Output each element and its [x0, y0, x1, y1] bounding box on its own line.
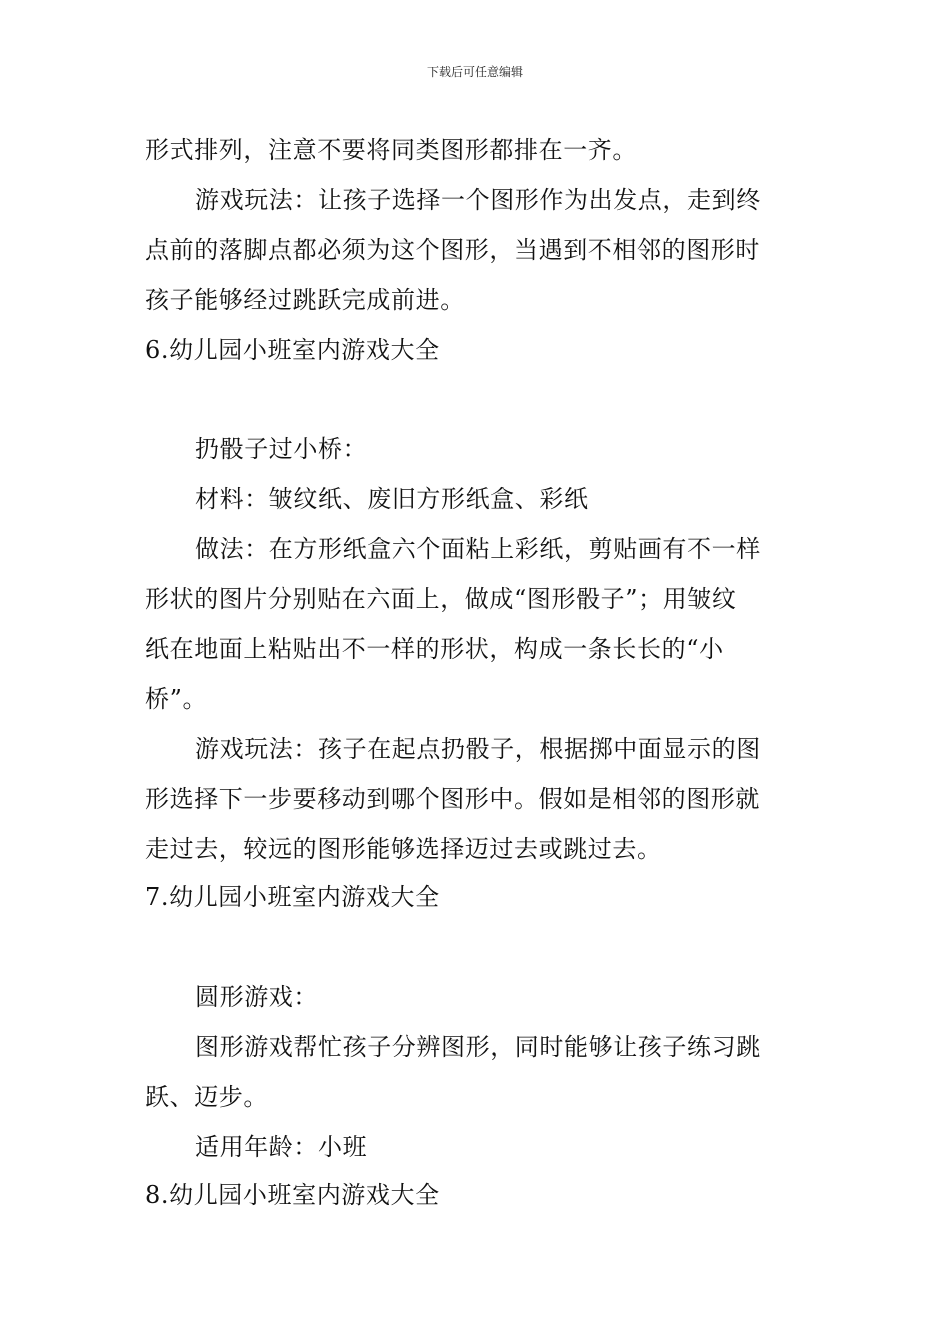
paragraph-line: 形式排列，注意不要将同类图形都排在一齐。 [145, 136, 637, 164]
paragraph-line: 图形游戏帮忙孩子分辨图形，同时能够让孩子练习跳 [195, 1033, 761, 1061]
paragraph-line: 形状的图片分别贴在六面上，做成“图形骰子”；用皱纹 [145, 585, 737, 613]
paragraph-line: 游戏玩法：孩子在起点扔骰子，根据掷中面显示的图 [195, 735, 761, 763]
paragraph-line: 适用年龄：小班 [195, 1133, 368, 1161]
paragraph-line: 材料：皱纹纸、废旧方形纸盒、彩纸 [195, 485, 589, 513]
paragraph-line: 纸在地面上粘贴出不一样的形状，构成一条长长的“小 [145, 635, 724, 663]
section-heading: 6.幼儿园小班室内游戏大全 [145, 336, 440, 364]
paragraph-line: 点前的落脚点都必须为这个图形，当遇到不相邻的图形时 [145, 236, 760, 264]
subsection-title: 扔骰子过小桥： [195, 435, 368, 463]
paragraph-line: 做法：在方形纸盒六个面粘上彩纸，剪贴画有不一样 [195, 535, 761, 563]
subsection-title: 圆形游戏： [195, 983, 318, 1011]
section-heading: 7.幼儿园小班室内游戏大全 [145, 883, 440, 911]
section-heading: 8.幼儿园小班室内游戏大全 [145, 1181, 440, 1209]
paragraph-line: 形选择下一步要移动到哪个图形中。假如是相邻的图形就 [145, 785, 760, 813]
paragraph-line: 桥”。 [145, 685, 208, 713]
paragraph-line: 孩子能够经过跳跃完成前进。 [145, 286, 465, 314]
paragraph-line: 游戏玩法：让孩子选择一个图形作为出发点，走到终 [195, 186, 761, 214]
page-header: 下载后可任意编辑 [426, 65, 523, 79]
paragraph-line: 走过去，较远的图形能够选择迈过去或跳过去。 [145, 835, 662, 863]
paragraph-line: 跃、迈步。 [145, 1083, 268, 1111]
